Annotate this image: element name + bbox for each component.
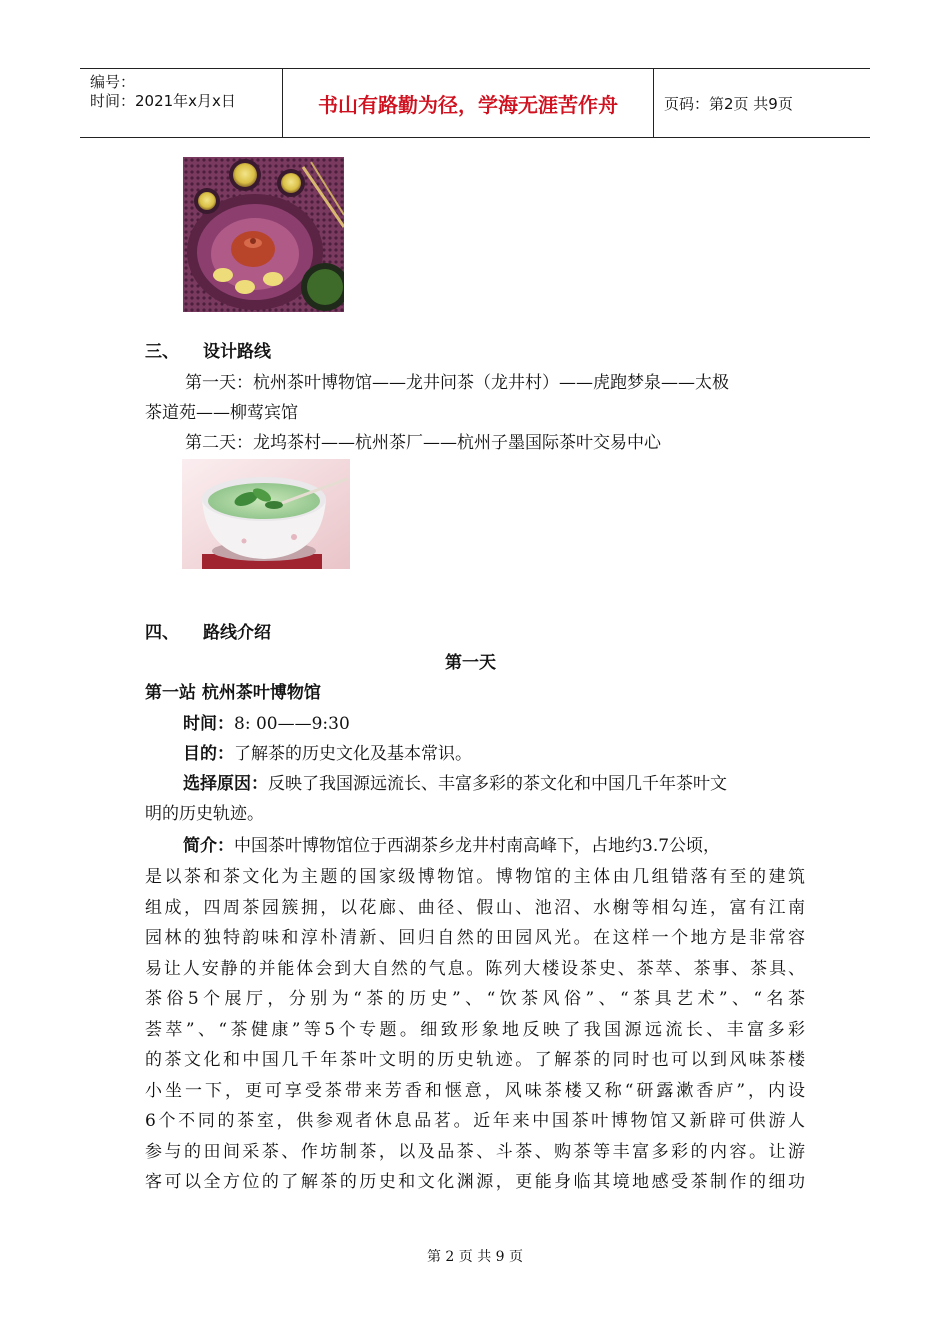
header-left-cell [80,69,280,137]
section3-heading: 设计路线 [203,342,271,362]
page-info: 页码：第2页 共9页 [664,94,793,113]
time-value: 8: 00——9:30 [234,714,350,734]
intro-line: 客可以全方位的了解茶的历史和文化渊源，更能身临其境地感受茶制作的细功 [145,1172,805,1192]
section4-number: 四、 [145,623,179,643]
number-label: 编号： [90,73,136,91]
intro-line: 园林的独特韵味和淳朴清新、回归自然的田园风光。在这样一个地方是非常容 [145,928,805,948]
motto: 书山有路勤为径，学海无涯苦作舟 [318,92,618,117]
reason-label: 选择原因： [183,774,268,794]
intro-line: 小坐一下，更可享受茶带来芳香和惬意，风味茶楼又称“研露漱香庐”，内设 [145,1080,805,1101]
route-day1-line2: 茶道苑——柳莺宾馆 [145,403,298,423]
intro-line1: 中国茶叶博物馆位于西湖茶乡龙井村南高峰下，占地约3.7公顷， [234,836,721,856]
route-day1-line1: 第一天：杭州茶叶博物馆——龙井问茶（龙井村）——虎跑梦泉——太极 [185,373,729,393]
reason-line1: 反映了我国源远流长、丰富多彩的茶文化和中国几千年茶叶文 [268,774,727,794]
time-label: 时间：2021年x月x日 [90,92,236,110]
intro-line: 荟萃”、“茶健康”等5个专题。细致形象地反映了我国源远流长、丰富多彩 [145,1019,805,1040]
purpose-value: 了解茶的历史文化及基本常识。 [234,744,472,764]
tea-set-image [183,157,344,312]
divider [653,69,654,137]
time-label: 时间： [183,714,234,734]
purpose-label: 目的： [183,744,234,764]
day-title: 第一天 [445,653,496,673]
header-table [80,68,870,138]
purpose-row [183,740,472,768]
intro-line: 易让人安静的并能体会到大自然的气息。陈列大楼设茶史、茶萃、茶事、茶具、 [145,958,805,979]
reason-row [183,770,727,798]
intro-line: 茶俗5个展厅，分别为“茶的历史”、“饮茶风俗”、“茶具艺术”、“名茶 [145,989,805,1009]
tea-bowl-image [182,459,350,569]
intro-line: 的茶文化和中国几千年茶叶文明的历史轨迹。了解茶的同时也可以到风味茶楼 [145,1050,805,1070]
intro-line: 6个不同的茶室，供参观者休息品茗。近年来中国茶叶博物馆又新辟可供游人 [145,1111,805,1131]
page-footer: 第 2 页 共 9 页 [426,1249,524,1265]
intro-label: 简介： [183,836,234,856]
intro-line: 参与的田间采茶、作坊制茶，以及品茶、斗茶、购茶等丰富多彩的内容。让游 [145,1141,805,1162]
time-row [183,710,350,738]
reason-line2: 明的历史轨迹。 [145,804,264,824]
section3-number: 三、 [145,342,179,362]
intro-line: 是以茶和茶文化为主题的国家级博物馆。博物馆的主体由几组错落有至的建筑 [145,867,805,887]
station-title: 第一站 杭州茶叶博物馆 [145,683,321,703]
section4-heading: 路线介绍 [203,623,271,643]
intro-row [183,832,720,860]
intro-line: 组成，四周茶园簇拥，以花廊、曲径、假山、池沼、水榭等相勾连，富有江南 [145,897,805,918]
intro-paragraph [145,862,805,1198]
route-day2-line: 第二天：龙坞茶村——杭州茶厂——杭州子墨国际茶叶交易中心 [185,433,661,453]
